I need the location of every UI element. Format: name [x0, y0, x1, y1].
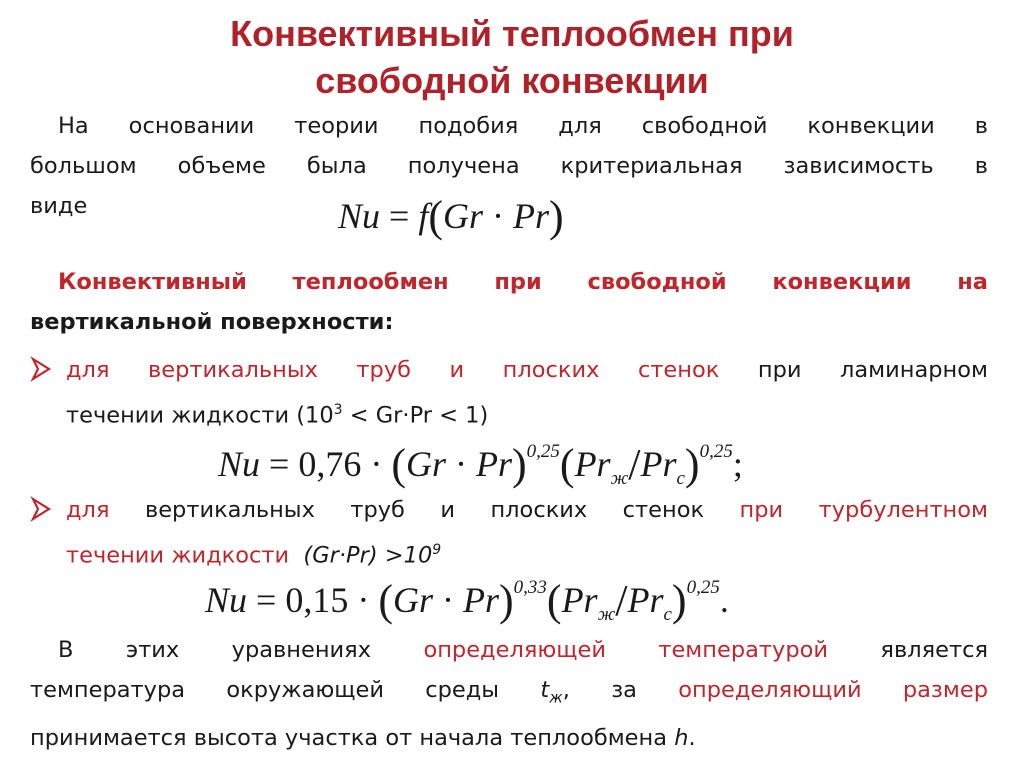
section-heading — [30, 262, 988, 342]
heading-line-2: вертикальной поверхности: — [30, 309, 394, 335]
conclusion-line-3: принимается высота участка от начала теплообмена h. — [30, 724, 696, 751]
bullet-turbulent — [30, 490, 988, 576]
formula-turbulent: $Nu = 0,15 \cdot (Gr \cdot Pr)^{0,33}(Pr_ж/Pr_c)^{0,25}$. — [205, 576, 729, 626]
bullet-turbulent-line-2: течении жидкости $(Gr\cdot Pr) >10^9$ — [66, 542, 442, 569]
title-line-1: Конвективный теплообмен при — [230, 13, 794, 54]
bullet-turbulent-line-1: для вертикальных труб и плоских стенок при турбулентном — [66, 497, 989, 523]
conclusion-paragraph — [30, 630, 988, 758]
title-line-2: свободной конвекции — [315, 60, 709, 101]
page-title — [0, 10, 1024, 104]
arrow-bullet-icon — [30, 352, 54, 386]
intro-line-3: виде — [30, 193, 88, 219]
intro-line-1: На основании теории подобия для свободной конвекции в — [58, 113, 988, 139]
arrow-bullet-icon — [30, 492, 54, 526]
heading-line-1: Конвективный теплообмен при свободной конвекции на — [58, 269, 988, 295]
formula-general: Nu = f(Gr · Pr) — [338, 192, 564, 241]
bullet-laminar-line-2: течении жидкости $(10^3 < Gr\cdot Pr < 1)$ — [66, 402, 489, 429]
bullet-laminar-line-1: для вертикальных труб и плоских стенок при ламинарном — [66, 357, 989, 383]
conclusion-line-1: В этих уравнениях определяющей температурой является — [58, 637, 988, 663]
conclusion-line-2: температура окружающей среды $t_ж$, за определяющий размер — [30, 677, 988, 707]
intro-line-2: большом объеме была получена критериальная зависимость в — [30, 153, 988, 179]
bullet-laminar — [30, 350, 988, 436]
formula-laminar: $Nu = 0,76 \cdot (Gr \cdot Pr)^{0,25}(Pr_ж/Pr_c)^{0,25}$; — [218, 440, 743, 490]
